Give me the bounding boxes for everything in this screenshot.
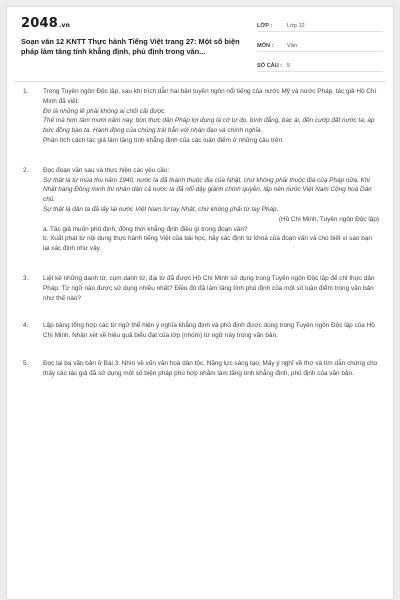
question-number: 4. bbox=[23, 322, 29, 330]
question-number: 3. bbox=[23, 274, 29, 282]
sub-question-b: b. Xuất phát từ nội dung thực hành tiếng Việt của bài học, hãy xác định từ khoá của đoạn văn và cho biết vì sao bạn lại xác định như vậy. bbox=[43, 235, 372, 253]
question-text: Đọc lại ba văn bản ở Bài 3: Nhìn về vốn văn hoá dân tộc, Năng lực sáng tạo, Mấy ý nghĩ về thơ và tìm dẫn chứng cho thấy các tác giả đã sử dụng một số biện pháp phù hợp nhằm làm tăng tính khẳng định, phủ định của văn bản. bbox=[43, 359, 378, 377]
question-number: 2. bbox=[23, 166, 29, 174]
quote-source: (Hồ Chí Minh, Tuyên ngôn Độc lập) bbox=[278, 215, 379, 223]
quote-text: Sự thật là dân ta đã lấy lại nước Việt Nam từ tay Nhật, chứ không phải từ tay Pháp. bbox=[43, 205, 279, 213]
question-4 bbox=[21, 321, 379, 341]
meta-label-grade: LỚP : bbox=[257, 23, 273, 29]
question-text: Đọc đoạn văn sau và thực hiện các yêu cầu: bbox=[43, 166, 170, 174]
site-logo[interactable] bbox=[21, 16, 70, 31]
meta-value-count: 5 bbox=[287, 63, 291, 69]
meta-row-count bbox=[257, 56, 383, 72]
header-divider bbox=[15, 81, 385, 82]
header bbox=[7, 7, 393, 69]
question-number: 1. bbox=[23, 88, 29, 95]
question-list bbox=[21, 87, 379, 379]
meta-row-grade bbox=[257, 16, 383, 32]
question-text: Lập bảng tổng hợp các từ ngữ thể hiện ý nghĩa khẳng định và phủ định được dùng trong Tuyên ngôn Độc lập của Hồ Chí Minh. Nhận xét về hiệu quả biểu đạt của lớp (nhóm) từ ngữ này trong văn bản. bbox=[43, 322, 375, 340]
meta-label-subject: MÔN : bbox=[257, 43, 274, 49]
question-text: Trong Tuyên ngôn Độc lập, sau khi trích dẫn hai bản tuyên ngôn nổi tiếng của nước Mỹ và nước Pháp, tác giả Hồ Chí Minh đã viết: bbox=[43, 88, 377, 105]
document-title: Soạn văn 12 KNTT Thực hành Tiếng Việt trang 27: Một số biện pháp làm tăng tính khẳng định, phủ định trong văn... bbox=[21, 37, 240, 56]
question-5 bbox=[21, 359, 379, 379]
question-3 bbox=[21, 274, 379, 303]
meta-value-grade: Lớp 12 bbox=[287, 23, 305, 29]
quote-text: Thế mà hơn tám mươi năm nay, bọn thực dân Pháp lợi dụng lá cờ tự do, bình đẳng, bác ái, đến cướp đất nước ta, áp bức đồng bào ta. Hành động của chúng trái hẳn với nhân đạo và chính nghĩa. bbox=[43, 117, 375, 135]
logo-main: 2048 bbox=[21, 16, 58, 31]
quote-text: Đó là những lẽ phải không ai chối cãi được. bbox=[43, 107, 167, 115]
meta-label-count: SỐ CÂU : bbox=[257, 63, 283, 69]
question-1 bbox=[21, 87, 379, 146]
sub-question-a: a. Tác giả muốn phủ định, đồng thời khẳng định điều gì trong đoạn văn? bbox=[43, 225, 248, 233]
question-task: Phân tích cách tác giả làm tăng tính khẳng định của các luận điểm ở những câu trên. bbox=[43, 136, 284, 144]
meta-value-subject: Văn bbox=[287, 43, 297, 49]
meta-info bbox=[257, 16, 383, 76]
logo-suffix: .vn bbox=[58, 22, 71, 29]
question-text: Liệt kê những danh từ, cụm danh từ, đại từ đã được Hồ Chí Minh sử dụng trong Tuyên ngôn Độc lập để chỉ thực dân Pháp. Từ ngữ nào được sử dụng nhiều nhất? Điều đó đã làm tăng tính phủ định của một số luận điểm trong văn bản như thế nào? bbox=[43, 274, 375, 302]
document-page bbox=[6, 6, 394, 600]
question-number: 5. bbox=[23, 359, 29, 367]
quote-text: Sự thật là từ mùa thu năm 1940, nước ta đã thành thuộc địa của Nhật, chứ không phải thuộc địa của Pháp nữa. Khi Nhật hàng Đồng minh thì nhân dân cả nước ta đã nổi dậy giành chính quyền, lập nên nước Việt Nam Cộng hoà Dân chủ. bbox=[43, 176, 372, 204]
question-2 bbox=[21, 166, 379, 254]
meta-row-subject bbox=[257, 36, 383, 52]
